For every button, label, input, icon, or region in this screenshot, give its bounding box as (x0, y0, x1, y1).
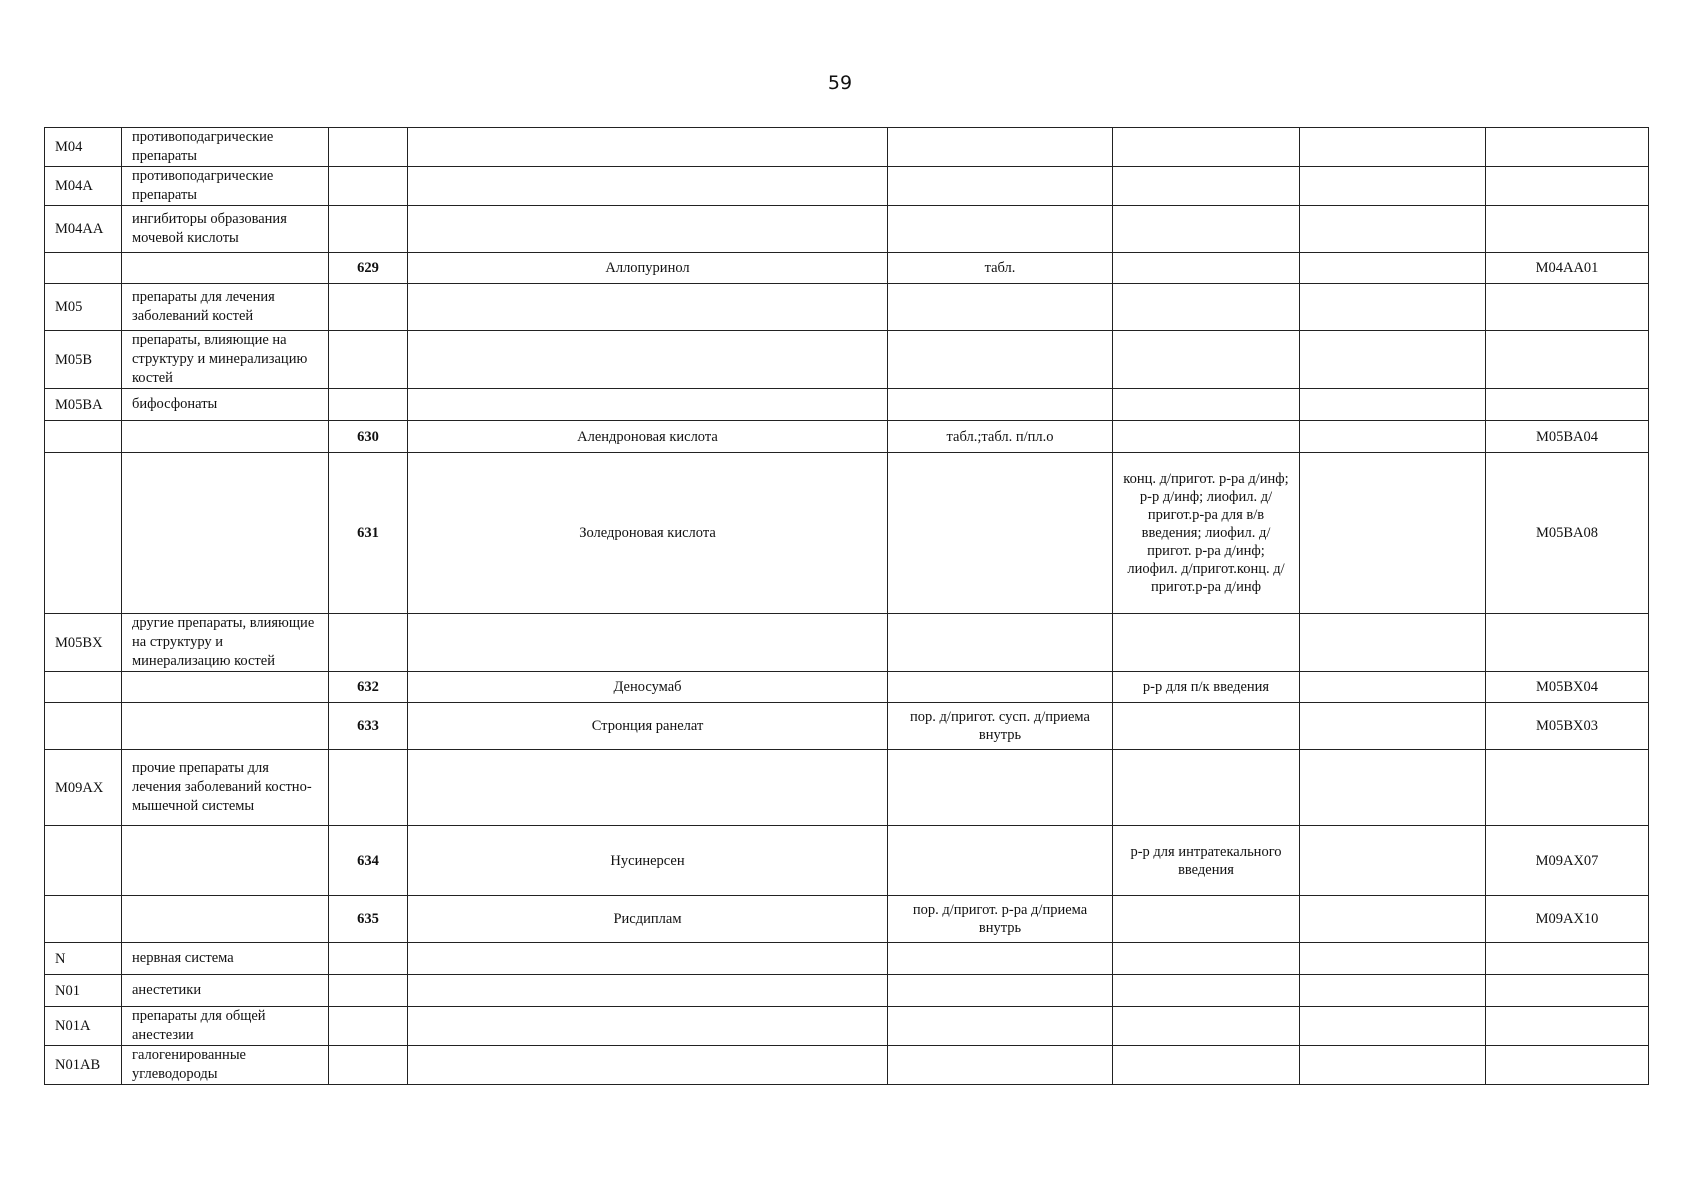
page-number: 59 (827, 72, 853, 94)
drug-name (408, 943, 888, 975)
dosage-form: табл.;табл. п/пл.о (888, 421, 1113, 453)
atc-group-code: M04 (45, 128, 122, 167)
dosage-form (888, 672, 1113, 703)
table-row (45, 453, 1649, 614)
atc-group-name: другие препараты, влияющие на структуру и минерализацию костей (122, 614, 329, 672)
dosage-form-injection (1113, 128, 1300, 167)
drug-name (408, 331, 888, 389)
atc-group-name: противоподагрические препараты (122, 128, 329, 167)
dosage-form-injection (1113, 167, 1300, 206)
atc-group-name: прочие препараты для лечения заболеваний костно-мышечной системы (122, 750, 329, 826)
atc-group-code (45, 672, 122, 703)
atc-group-name: ингибиторы образования мочевой кислоты (122, 206, 329, 253)
dosage-form: пор. д/пригот. р-ра д/приема внутрь (888, 896, 1113, 943)
atc-group-code: N01AB (45, 1046, 122, 1085)
atc-code: M05BX03 (1486, 703, 1649, 750)
dosage-form: табл. (888, 253, 1113, 284)
extra-cell (1300, 453, 1486, 614)
dosage-form (888, 206, 1113, 253)
atc-group-code: M09AX (45, 750, 122, 826)
item-number (329, 750, 408, 826)
atc-group-code: M05BA (45, 389, 122, 421)
item-number (329, 975, 408, 1007)
atc-group-code: N01A (45, 1007, 122, 1046)
item-number (329, 1046, 408, 1085)
dosage-form-injection (1113, 421, 1300, 453)
atc-code: M09AX07 (1486, 826, 1649, 896)
item-number: 634 (329, 826, 408, 896)
extra-cell (1300, 826, 1486, 896)
atc-code (1486, 128, 1649, 167)
item-number: 632 (329, 672, 408, 703)
atc-code (1486, 943, 1649, 975)
drug-name (408, 1007, 888, 1046)
drug-name (408, 614, 888, 672)
atc-code (1486, 1046, 1649, 1085)
dosage-form-injection (1113, 1046, 1300, 1085)
dosage-form-injection (1113, 331, 1300, 389)
atc-group-name (122, 896, 329, 943)
atc-group-name: препараты для лечения заболеваний костей (122, 284, 329, 331)
dosage-form-injection (1113, 750, 1300, 826)
item-number: 633 (329, 703, 408, 750)
atc-group-name (122, 826, 329, 896)
dosage-form (888, 943, 1113, 975)
table-row (45, 389, 1649, 421)
extra-cell (1300, 750, 1486, 826)
dosage-form (888, 750, 1113, 826)
atc-code: M04AA01 (1486, 253, 1649, 284)
dosage-form-injection (1113, 389, 1300, 421)
dosage-form: пор. д/пригот. сусп. д/приема внутрь (888, 703, 1113, 750)
drug-name (408, 206, 888, 253)
item-number: 635 (329, 896, 408, 943)
table-row (45, 826, 1649, 896)
drug-name (408, 284, 888, 331)
extra-cell (1300, 943, 1486, 975)
table-row (45, 614, 1649, 672)
atc-code (1486, 284, 1649, 331)
atc-code (1486, 206, 1649, 253)
atc-code: M09AX10 (1486, 896, 1649, 943)
extra-cell (1300, 167, 1486, 206)
item-number (329, 206, 408, 253)
dosage-form (888, 1046, 1113, 1085)
table-row (45, 896, 1649, 943)
dosage-form (888, 128, 1113, 167)
atc-group-name: препараты, влияющие на структуру и минерализацию костей (122, 331, 329, 389)
item-number (329, 331, 408, 389)
item-number: 631 (329, 453, 408, 614)
drug-name (408, 389, 888, 421)
dosage-form-injection (1113, 614, 1300, 672)
dosage-form (888, 826, 1113, 896)
dosage-form-injection (1113, 253, 1300, 284)
atc-code: M05BA08 (1486, 453, 1649, 614)
item-number (329, 389, 408, 421)
drug-name: Нусинерсен (408, 826, 888, 896)
drug-name (408, 167, 888, 206)
dosage-form (888, 389, 1113, 421)
drug-name: Алендроновая кислота (408, 421, 888, 453)
extra-cell (1300, 206, 1486, 253)
item-number (329, 614, 408, 672)
atc-group-name: препараты для общей анестезии (122, 1007, 329, 1046)
table-row (45, 1007, 1649, 1046)
atc-group-code (45, 896, 122, 943)
table-row (45, 128, 1649, 167)
atc-group-code: M04A (45, 167, 122, 206)
extra-cell (1300, 1046, 1486, 1085)
atc-code (1486, 389, 1649, 421)
dosage-form-injection: конц. д/пригот. р-ра д/инф; р-р д/инф; лиофил. д/пригот.р-ра для в/в введения; лиофил. д/пригот. р-ра д/инф; лиофил. д/пригот.конц. д/пригот.р-ра д/инф (1113, 453, 1300, 614)
atc-group-code (45, 826, 122, 896)
drug-name (408, 750, 888, 826)
atc-group-code: N01 (45, 975, 122, 1007)
atc-code (1486, 1007, 1649, 1046)
dosage-form-injection (1113, 896, 1300, 943)
dosage-form-injection (1113, 206, 1300, 253)
item-number (329, 943, 408, 975)
atc-group-name: бифосфонаты (122, 389, 329, 421)
table-row (45, 331, 1649, 389)
extra-cell (1300, 284, 1486, 331)
table-row (45, 750, 1649, 826)
dosage-form (888, 453, 1113, 614)
atc-group-code (45, 253, 122, 284)
item-number (329, 1007, 408, 1046)
dosage-form (888, 284, 1113, 331)
table-row (45, 672, 1649, 703)
table-row (45, 703, 1649, 750)
table-row (45, 167, 1649, 206)
drug-name: Золедроновая кислота (408, 453, 888, 614)
table-row (45, 943, 1649, 975)
atc-code (1486, 975, 1649, 1007)
table-row (45, 206, 1649, 253)
drug-name: Деносумаб (408, 672, 888, 703)
extra-cell (1300, 421, 1486, 453)
extra-cell (1300, 1007, 1486, 1046)
extra-cell (1300, 331, 1486, 389)
drug-name (408, 975, 888, 1007)
atc-group-code (45, 421, 122, 453)
table-row (45, 421, 1649, 453)
atc-group-name (122, 672, 329, 703)
atc-code: M05BA04 (1486, 421, 1649, 453)
dosage-form-injection (1113, 975, 1300, 1007)
drug-name: Рисдиплам (408, 896, 888, 943)
atc-code (1486, 750, 1649, 826)
atc-group-name: нервная система (122, 943, 329, 975)
dosage-form-injection: р-р для п/к введения (1113, 672, 1300, 703)
extra-cell (1300, 975, 1486, 1007)
atc-group-name: противоподагрические препараты (122, 167, 329, 206)
atc-code: M05BX04 (1486, 672, 1649, 703)
item-number (329, 284, 408, 331)
dosage-form (888, 331, 1113, 389)
extra-cell (1300, 128, 1486, 167)
item-number (329, 128, 408, 167)
extra-cell (1300, 614, 1486, 672)
dosage-form-injection (1113, 1007, 1300, 1046)
atc-group-code: N (45, 943, 122, 975)
extra-cell (1300, 389, 1486, 421)
dosage-form (888, 1007, 1113, 1046)
table-row (45, 253, 1649, 284)
extra-cell (1300, 672, 1486, 703)
drug-name (408, 1046, 888, 1085)
atc-group-code: M05 (45, 284, 122, 331)
item-number: 629 (329, 253, 408, 284)
dosage-form-injection (1113, 943, 1300, 975)
dosage-form-injection (1113, 703, 1300, 750)
atc-group-code: M05B (45, 331, 122, 389)
atc-group-code: M04AA (45, 206, 122, 253)
atc-group-name (122, 703, 329, 750)
dosage-form (888, 975, 1113, 1007)
atc-group-name (122, 453, 329, 614)
drug-name: Аллопуринол (408, 253, 888, 284)
drug-name (408, 128, 888, 167)
table-row (45, 1046, 1649, 1085)
item-number (329, 167, 408, 206)
atc-code (1486, 167, 1649, 206)
atc-group-name (122, 253, 329, 284)
dosage-form-injection: р-р для интратекального введения (1113, 826, 1300, 896)
dosage-form (888, 614, 1113, 672)
extra-cell (1300, 896, 1486, 943)
table-row (45, 284, 1649, 331)
drug-list-table (44, 127, 1649, 1085)
extra-cell (1300, 253, 1486, 284)
atc-group-code: M05BX (45, 614, 122, 672)
dosage-form-injection (1113, 284, 1300, 331)
atc-code (1486, 331, 1649, 389)
atc-group-name: анестетики (122, 975, 329, 1007)
dosage-form (888, 167, 1113, 206)
atc-group-name: галогенированные углеводороды (122, 1046, 329, 1085)
extra-cell (1300, 703, 1486, 750)
atc-code (1486, 614, 1649, 672)
atc-group-name (122, 421, 329, 453)
atc-group-code (45, 703, 122, 750)
atc-group-code (45, 453, 122, 614)
drug-name: Стронция ранелат (408, 703, 888, 750)
table-row (45, 975, 1649, 1007)
item-number: 630 (329, 421, 408, 453)
